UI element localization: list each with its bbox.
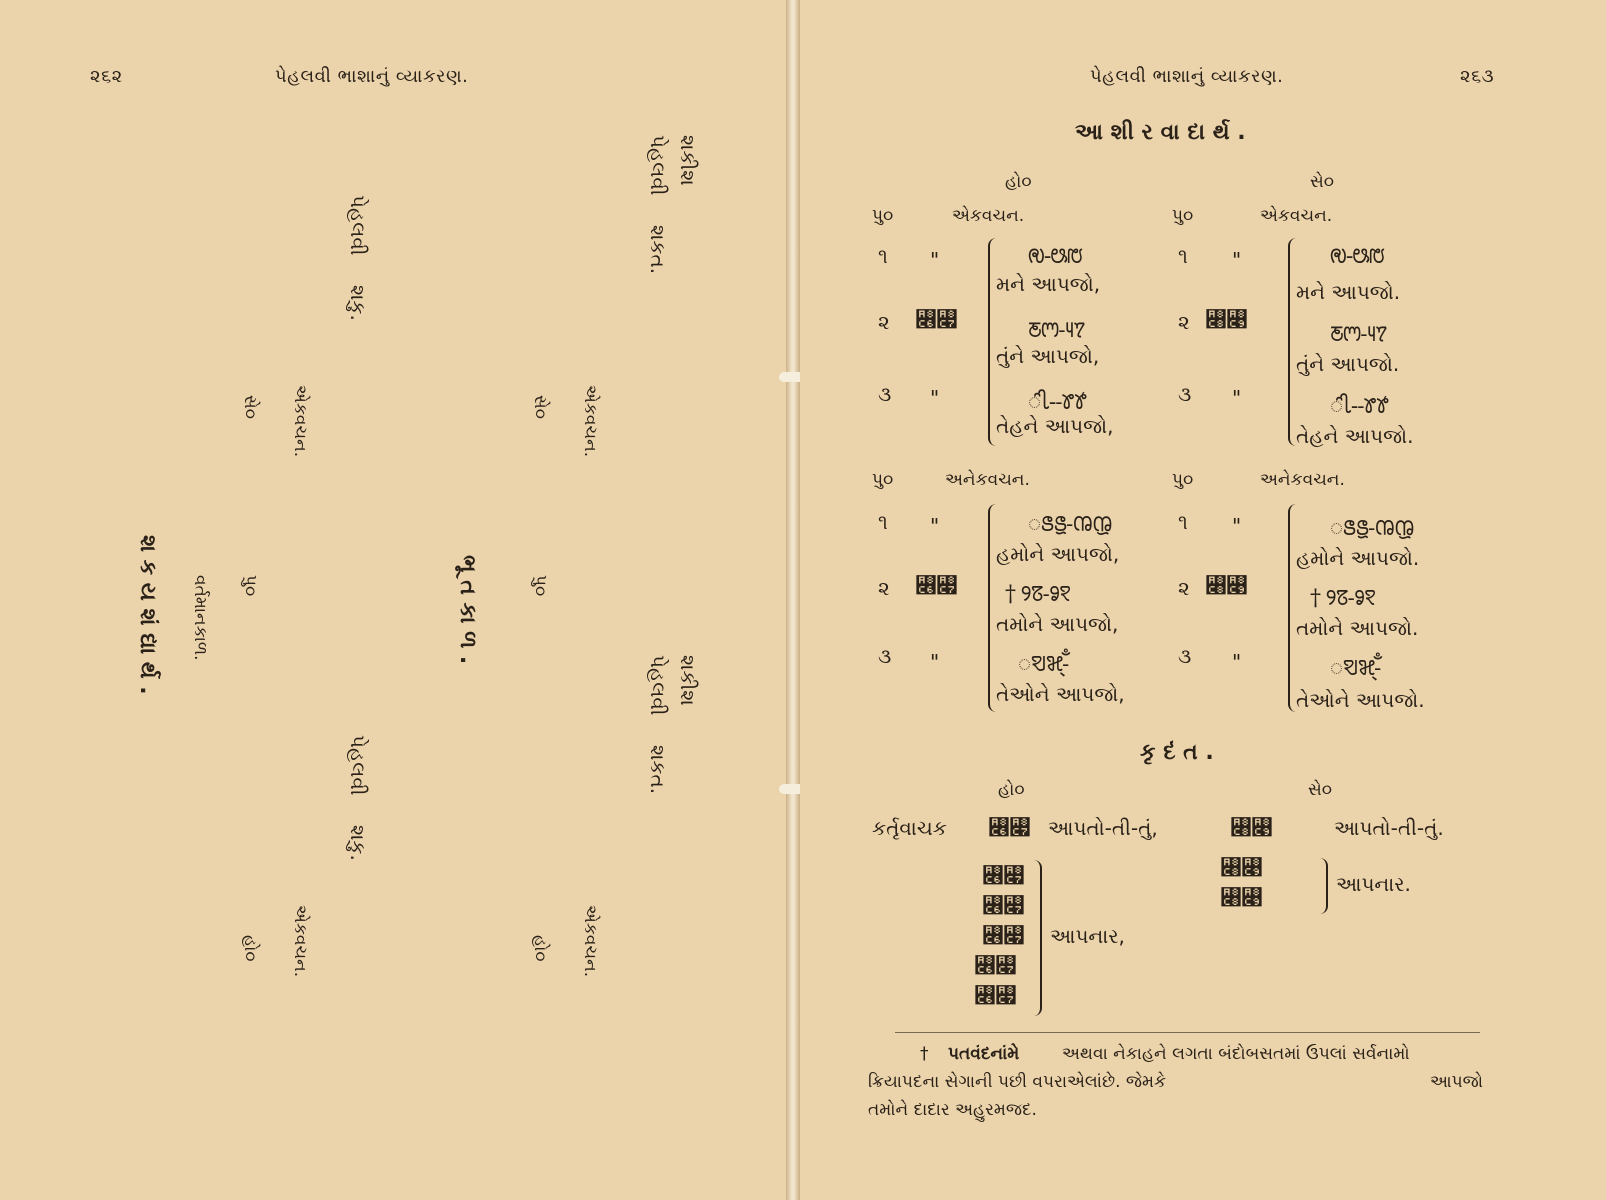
right-sg-ditto3-se: "	[1232, 386, 1242, 410]
right-pl-n3-se: ૩	[1178, 644, 1192, 668]
footnote-line-4: તમોને દાદાર અહુરમજદ.	[868, 1100, 1037, 1120]
left-past-title: ભૂ ત કા ળ .	[455, 555, 480, 665]
right-giver-form-5: ꣆꣇	[974, 984, 1016, 1009]
left-tense-title: વર્તમાનકાળ.	[190, 575, 210, 661]
right-sg1-meaning-se: મને આપજો.	[1296, 280, 1401, 304]
right-section-title: આ શી ર વા દા ર્થ .	[1075, 120, 1246, 145]
right-pl1-pahlavi-ho: ꢺꢻ-ꢼꢽ	[1028, 512, 1112, 537]
left-ho-label-1: હો૦	[240, 935, 260, 962]
footnote-line-2: ક્રિયાપદના સેગાની પછી વપરાએલાંછે. જેમકે	[868, 1072, 1166, 1092]
right-pl1-pahlavi-se: ꢺꢻ-ꢼꢽ	[1330, 516, 1414, 541]
left-person-label-1: પુ૦	[240, 575, 260, 597]
right-pl-ditto1-ho: "	[930, 514, 940, 538]
footnote-bold-word: પતવંદનાંમે	[948, 1044, 1020, 1064]
right-giver-ho: આપનાર,	[1050, 924, 1125, 948]
left-se-label-1: સે૦	[240, 395, 260, 420]
right-sg3-meaning-ho: તેહને આપજો,	[996, 414, 1114, 438]
left-running-head: પેહલવી ભાશાનું વ્યાકરણ.	[275, 66, 469, 87]
right-pl2-meaning-se: તમોને આપજો.	[1296, 616, 1419, 640]
right-pl2-meaning-ho: તમોને આપજો,	[996, 612, 1119, 636]
right-sg-label-se: એકવચન.	[1260, 206, 1333, 226]
footnote-line-3: આપજો	[1430, 1072, 1483, 1092]
right-pl-n1-ho: ૧	[878, 510, 888, 534]
left-form-a2: શકુ.	[346, 285, 370, 321]
right-agent-label: કર્તૃવાચક	[872, 816, 947, 840]
right-sg2-meaning-ho: તુંને આપજો,	[996, 344, 1100, 368]
left-form-c2: શકીશ	[676, 655, 700, 706]
book-gutter	[786, 0, 800, 1200]
right-pl-ditto1-se: "	[1232, 514, 1242, 538]
right-pl-label-se: અનેકવચન.	[1260, 470, 1345, 490]
right-giver-form-1: ꣆꣇	[982, 864, 1024, 889]
right-sg3-meaning-se: તેહને આપજો.	[1296, 424, 1414, 448]
right-sg2-pahlavi-se: ꢲꢳ-ꢴꢵ	[1330, 322, 1387, 347]
footnote-mark: †	[920, 1044, 929, 1064]
right-stem-pl-ho: ꣆꣇	[915, 574, 957, 599]
right-pl3-meaning-se: તેઓને આપજો.	[1296, 688, 1425, 712]
left-form-a3: પેહલવી	[346, 735, 370, 796]
right-pl-n2-ho: ૨	[878, 576, 890, 600]
left-page-number: ૨૬૨	[90, 66, 123, 87]
right-participle-ho-label: હો૦	[998, 780, 1025, 800]
right-stem-pl-se: ꣈꣉	[1205, 574, 1247, 599]
left-sg-label-4: એકવચન.	[580, 905, 600, 978]
right-pl3-pahlavi-ho: ꣂꣃ-꣄ꣅ	[1018, 652, 1069, 677]
left-sg-label-2: એકવચન.	[290, 905, 310, 978]
right-sg-n2-se: ૨	[1178, 310, 1190, 334]
right-stem-sg-ho: ꣆꣇	[915, 308, 957, 333]
right-sg-brace-se	[1288, 238, 1298, 446]
right-person-label-sg-ho: પુ૦	[872, 206, 894, 226]
right-sg-ditto3-ho: "	[930, 386, 940, 410]
right-pl-n1-se: ૧	[1178, 510, 1188, 534]
right-sg-n1-se: ૧	[1178, 244, 1188, 268]
right-participle-se-label: સે૦	[1308, 780, 1333, 800]
right-sg3-pahlavi-ho: ꢶꢷ--ꢸꢹ	[1028, 390, 1086, 415]
right-agent-se: આપતો-તી-તું.	[1334, 816, 1444, 840]
right-giver-se-form-2: ꣈꣉	[1220, 886, 1262, 911]
right-pl-ditto3-ho: "	[930, 650, 940, 674]
left-form-a1: પેહલવી	[346, 195, 370, 256]
right-page	[800, 0, 1606, 1200]
left-form-b4: શકત.	[646, 745, 670, 795]
right-pl3-pahlavi-se: ꣂꣃ-꣄ꣅ	[1330, 656, 1381, 681]
right-sg-n2-ho: ૨	[878, 310, 890, 334]
right-giver-se: આપનાર.	[1336, 872, 1411, 896]
right-pl-brace-ho	[988, 504, 998, 712]
right-pl-brace-se	[1288, 504, 1298, 712]
right-pl1-meaning-se: હમોને આપજો.	[1296, 546, 1420, 570]
right-pl-n3-ho: ૩	[878, 644, 892, 668]
left-ho-label-2: હો૦	[530, 935, 550, 962]
right-person-label-pl-se: પુ૦	[1172, 470, 1194, 490]
right-person-label-pl-ho: પુ૦	[872, 470, 894, 490]
right-sg-n3-se: ૩	[1178, 382, 1192, 406]
right-sg1-pahlavi-ho: ꢯ-ꢰꢱ	[1028, 244, 1082, 269]
right-sg1-pahlavi-se: ꢯ-ꢰꢱ	[1330, 244, 1384, 269]
right-giver-brace-se	[1318, 858, 1328, 914]
right-pl2-pahlavi-ho: † ꢾꢿ-ꣀꣁ	[1005, 582, 1070, 607]
left-rotated-content	[80, 135, 730, 1095]
right-sg-ditto1-ho: "	[930, 248, 940, 272]
left-form-b2: શકત.	[646, 225, 670, 275]
left-form-b3: પેહલવી	[646, 655, 670, 716]
right-sg2-pahlavi-ho: ꢲꢳ-ꢴꢵ	[1028, 318, 1085, 343]
right-sg2-meaning-se: તુંને આપજો.	[1296, 352, 1400, 376]
right-giver-se-form-1: ꣈꣉	[1220, 856, 1262, 881]
left-form-c1: શકીશ	[676, 135, 700, 186]
right-sg-n1-ho: ૧	[878, 244, 888, 268]
right-stem-sg-se: ꣈꣉	[1205, 308, 1247, 333]
right-agent-ho: આપતો-તી-તું,	[1048, 816, 1158, 840]
right-agent-stem-se: ꣈꣉	[1230, 816, 1272, 841]
left-sg-label-1: એકવચન.	[290, 385, 310, 458]
left-sg-label-3: એકવચન.	[580, 385, 600, 458]
right-sg-ditto1-se: "	[1232, 248, 1242, 272]
right-pl-n2-se: ૨	[1178, 576, 1190, 600]
right-pl2-pahlavi-se: † ꢾꢿ-ꣀꣁ	[1310, 586, 1375, 611]
right-giver-form-2: ꣆꣇	[982, 894, 1024, 919]
left-se-label-2: સે૦	[530, 395, 550, 420]
right-pl-label-ho: અનેકવચન.	[945, 470, 1030, 490]
right-agent-stem-ho: ꣆꣇	[988, 816, 1030, 841]
right-sg1-meaning-ho: મને આપજો,	[996, 272, 1101, 296]
footnote-rule	[895, 1032, 1480, 1033]
right-giver-brace-ho	[1032, 860, 1042, 1016]
left-form-a4: શકુ.	[346, 825, 370, 861]
right-page-number: ૨૬૩	[1460, 66, 1495, 87]
right-se-label: સે૦	[1310, 172, 1335, 192]
right-running-head: પેહલવી ભાશાનું વ્યાકરણ.	[1090, 66, 1284, 87]
right-pl3-meaning-ho: તેઓને આપજો,	[996, 682, 1125, 706]
left-person-label-2: પુ૦	[530, 575, 550, 597]
left-page	[0, 0, 786, 1200]
left-section-title: શ ક ય શં દ્યા ર્થ .	[135, 535, 160, 695]
right-giver-form-3: ꣆꣇	[982, 924, 1024, 949]
right-person-label-sg-se: પુ૦	[1172, 206, 1194, 226]
footnote-line-1: અથવા નેકાહને લગતા બંદોબસતમાં ઉપલાં સર્વનામો	[1062, 1044, 1410, 1064]
right-pl1-meaning-ho: હમોને આપજો,	[996, 542, 1120, 566]
right-ho-label: હો૦	[1005, 172, 1032, 192]
right-participle-title: કૃ દં ત .	[1140, 740, 1214, 765]
right-sg-label-ho: એકવચન.	[952, 206, 1025, 226]
right-giver-form-4: ꣆꣇	[974, 954, 1016, 979]
right-sg3-pahlavi-se: ꢶꢷ--ꢸꢹ	[1330, 394, 1388, 419]
left-form-b1: પેહલવી	[646, 135, 670, 196]
right-sg-n3-ho: ૩	[878, 382, 892, 406]
right-pl-ditto3-se: "	[1232, 650, 1242, 674]
